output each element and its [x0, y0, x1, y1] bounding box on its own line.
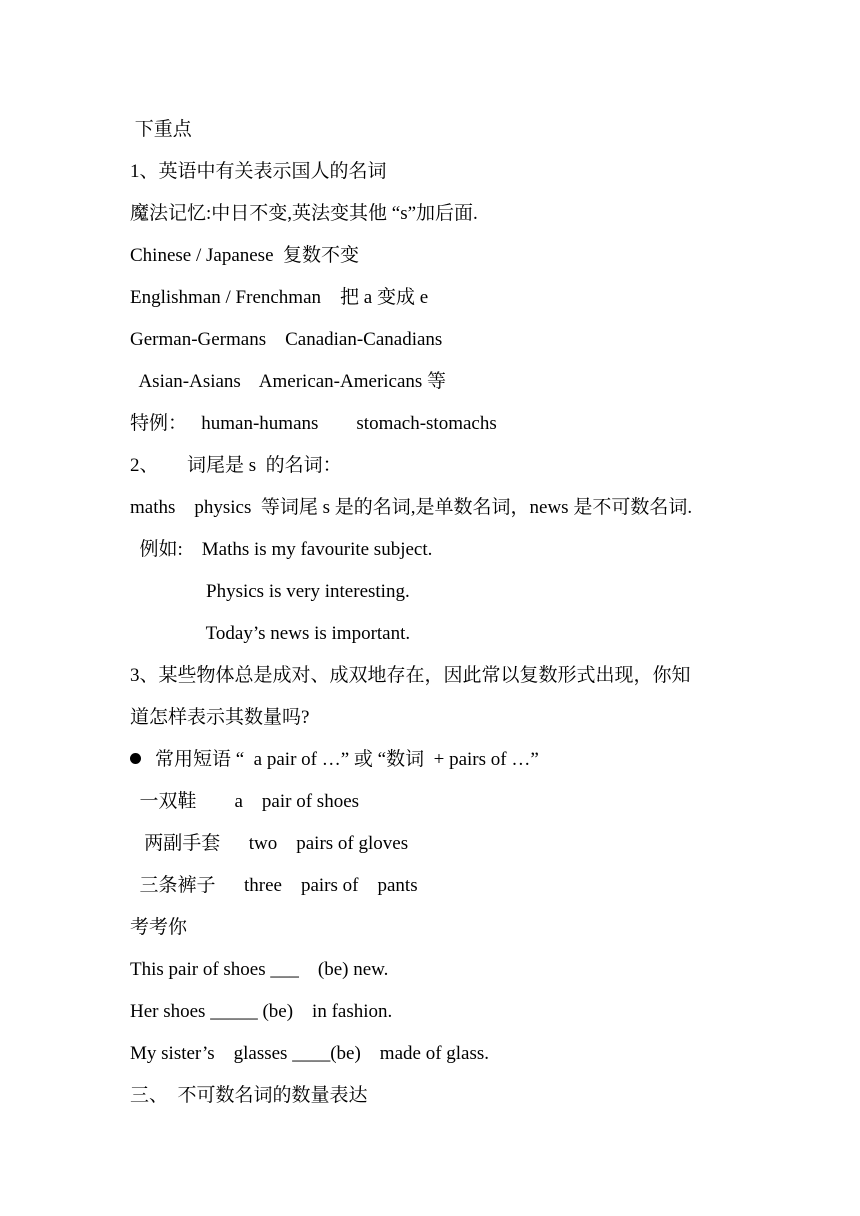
- example-line: Asian-Asians American-Americans 等: [130, 371, 447, 392]
- quiz-item: This pair of shoes ___ (be) new.: [130, 959, 389, 980]
- example-line: Englishman / Frenchman 把 a 变成 e: [130, 287, 429, 308]
- bullet-line: [130, 745, 539, 775]
- section-heading: 下重点: [130, 119, 192, 140]
- phrase-example: 一双鞋 a pair of shoes: [130, 791, 360, 812]
- example-line: German-Germans Canadian-Canadians: [130, 329, 443, 350]
- quiz-item: Her shoes _____ (be) in fashion.: [130, 1001, 393, 1022]
- section-3-heading: 三、 不可数名词的数量表达: [130, 1085, 368, 1106]
- point-1-heading: 1、英语中有关表示国人的名词: [130, 161, 387, 182]
- bullet-dot-icon: [130, 753, 141, 764]
- explanation-line: maths physics 等词尾 s 是的名词,是单数名词，news 是不可数名词.: [130, 497, 693, 518]
- point-2-heading: 2、 词尾是 s 的名词：: [130, 455, 342, 476]
- memory-tip: 魔法记忆:中日不变,英法变其他 “s”加后面.: [130, 203, 478, 224]
- bullet-text: 常用短语 “ a pair of …” 或 “数词 + pairs of …”: [155, 749, 539, 770]
- example-sentence: Today’s news is important.: [130, 623, 411, 644]
- phrase-example: 三条裤子 three pairs of pants: [130, 875, 418, 896]
- quiz-heading: 考考你: [130, 917, 188, 938]
- point-3-heading-cont: 道怎样表示其数量吗?: [130, 707, 310, 728]
- phrase-example: 两副手套 two pairs of gloves: [130, 833, 409, 854]
- example-line: Chinese / Japanese 复数不变: [130, 245, 360, 266]
- example-sentence: 例如: Maths is my favourite subject.: [130, 539, 433, 560]
- special-case-line: 特例： human-humans stomach-stomachs: [130, 413, 497, 434]
- example-sentence: Physics is very interesting.: [130, 581, 410, 602]
- point-3-heading: 3、某些物体总是成对、成双地存在，因此常以复数形式出现，你知: [130, 665, 691, 686]
- quiz-item: My sister’s glasses ____(be) made of glass.: [130, 1043, 490, 1064]
